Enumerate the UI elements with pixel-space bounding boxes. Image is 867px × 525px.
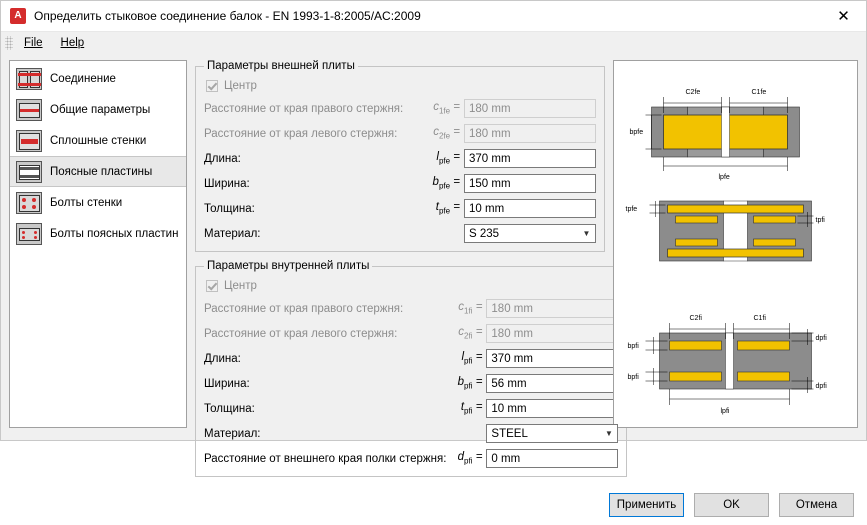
menu-item-help-label: Help [60,37,85,49]
inner-length-input[interactable]: 370 mm [486,349,618,368]
preview-panel [613,60,858,428]
title-bar [1,1,866,32]
menu-item-file-label: File [24,37,43,49]
outer-material-label: Материал: [204,227,261,240]
outer-length-input[interactable]: 370 mm [464,149,596,168]
inner-edge-distance-input[interactable]: 0 mm [486,449,618,468]
parameters-panel [195,60,613,485]
sidebar-item-flange-plates[interactable] [10,156,186,187]
inner-edge-distance-symbol: $d_{pfi}$ = [457,451,483,466]
app-icon [10,8,26,24]
menu-grip[interactable] [5,36,13,50]
preview-label-tpfi: tpfi [815,217,825,224]
inner-c2fi-label: Расстояние от края левого стержня: [204,327,398,340]
outer-material-value: S 235 [469,228,500,240]
inner-width-row [204,373,618,394]
sidebar-item-flange-bolts[interactable] [10,218,186,249]
inner-c1fi-symbol: $c_{1fi}$ = [458,301,483,316]
inner-material-value: STEEL [491,428,528,440]
sidebar-list [9,60,187,428]
inner-plate-group [195,260,627,477]
inner-thickness-input[interactable]: 10 mm [486,399,618,418]
inner-thickness-label: Толщина: [204,402,255,415]
outer-thickness-row [204,198,596,219]
close-icon[interactable]: ✕ [837,8,850,25]
outer-thickness-label: Толщина: [204,202,255,215]
sidebar-item-flange-bolts-label: Болты поясных пластин [50,227,179,240]
outer-material-row [204,223,596,244]
inner-c2fi-input[interactable]: 180 mm [486,324,618,343]
sidebar-item-joint-label: Соединение [50,72,116,85]
plate-diagram [614,61,857,427]
outer-center-checkbox-row[interactable] [206,77,596,95]
outer-c1fe-symbol: $c_{1fe}$ = [433,101,460,116]
dialog-footer [1,485,866,525]
inner-edge-distance-label: Расстояние от внешнего края полки стержня: [204,452,447,465]
inner-length-row [204,348,618,369]
outer-c1fe-input[interactable]: 180 mm [464,99,596,118]
outer-length-symbol: $l_{pfe}$ = [436,151,460,166]
sidebar-item-flange-plates-label: Поясные пластины [50,165,153,178]
sidebar-item-general-parameters-label: Общие параметры [50,103,151,116]
chevron-down-icon[interactable]: ▼ [582,229,591,238]
inner-length-symbol: $l_{pfi}$ = [461,351,483,366]
inner-width-input[interactable]: 56 mm [486,374,618,393]
preview-label-lpfi: lpfi [720,408,730,415]
inner-length-label: Длина: [204,352,241,365]
preview-label-bpfe: bpfe [629,129,644,136]
inner-thickness-symbol: $t_{pfi}$ = [460,401,483,416]
web-plates-icon [16,130,42,152]
inner-width-symbol: $b_{pfi}$ = [457,376,483,391]
sidebar-item-joint[interactable] [10,63,186,94]
outer-material-select[interactable] [464,224,596,243]
inner-c2fi-symbol: $c_{2fi}$ = [458,326,483,341]
outer-c2fe-symbol: $c_{2fe}$ = [433,126,460,141]
flange-bolts-icon [16,223,42,245]
web-bolts-icon [16,192,42,214]
menu-bar [1,32,866,54]
preview-label-c1fe: C1fe [751,89,767,96]
inner-c1fi-label: Расстояние от края правого стержня: [204,302,404,315]
outer-width-row [204,173,596,194]
inner-width-label: Ширина: [204,377,250,390]
outer-plate-group [195,60,605,252]
inner-center-checkbox-label: Центр [224,280,257,292]
inner-plate-legend: Параметры внутренней плиты [207,260,370,272]
outer-length-label: Длина: [204,152,241,165]
inner-center-checkbox-row[interactable] [206,277,618,295]
menu-item-file[interactable] [15,35,52,51]
outer-c2fe-input[interactable]: 180 mm [464,124,596,143]
preview-label-bpfi-1: bpfi [627,343,639,350]
inner-thickness-row [204,398,618,419]
inner-material-label: Материал: [204,427,261,440]
inner-c1fi-input[interactable]: 180 mm [486,299,618,318]
outer-width-label: Ширина: [204,177,250,190]
preview-label-c2fi: C2fi [689,315,702,322]
sidebar-item-web-bolts[interactable] [10,187,186,218]
outer-thickness-input[interactable]: 10 mm [464,199,596,218]
cancel-button[interactable]: Отмена [779,493,854,517]
sidebar-item-web-plates[interactable] [10,125,186,156]
outer-length-row [204,148,596,169]
preview-label-lpfe: lpfe [718,174,730,181]
preview-label-dpfi-1: dpfi [815,335,827,342]
window-title: Определить стыковое соединение балок - EN 1993-1-8:2005/AC:2009 [34,9,421,23]
joint-icon [16,68,42,90]
outer-plate-legend: Параметры внешней плиты [207,60,355,72]
sidebar-item-general-parameters[interactable] [10,94,186,125]
preview-label-c2fe: C2fe [685,89,701,96]
outer-thickness-symbol: $t_{pfe}$ = [435,201,460,216]
inner-material-select[interactable] [486,424,618,443]
apply-button[interactable]: Применить [609,493,684,517]
outer-c1fe-label: Расстояние от края правого стержня: [204,102,404,115]
general-parameters-icon [16,99,42,121]
preview-label-tpfe: tpfe [625,206,638,213]
sidebar-item-web-bolts-label: Болты стенки [50,196,123,209]
inner-c2fi-row [204,323,618,344]
inner-edge-distance-row [204,448,618,469]
outer-c2fe-label: Расстояние от края левого стержня: [204,127,398,140]
sidebar-item-web-plates-label: Сплошные стенки [50,134,147,147]
outer-c2fe-row [204,123,596,144]
flange-plates-icon [16,161,42,183]
dialog-content [1,54,866,485]
inner-c1fi-row [204,298,618,319]
preview-label-dpfi-2: dpfi [815,383,827,390]
menu-item-help[interactable] [52,35,94,51]
outer-width-input[interactable]: 150 mm [464,174,596,193]
preview-label-bpfi-2: bpfi [627,374,639,381]
outer-c1fe-row [204,98,596,119]
outer-width-symbol: $b_{pfe}$ = [432,176,460,191]
chevron-down-icon[interactable]: ▼ [604,429,613,438]
ok-button[interactable]: OK [694,493,769,517]
outer-center-checkbox-label: Центр [224,80,257,92]
inner-center-checkbox[interactable] [206,280,218,292]
outer-center-checkbox[interactable] [206,80,218,92]
preview-label-c1fi: C1fi [753,315,766,322]
